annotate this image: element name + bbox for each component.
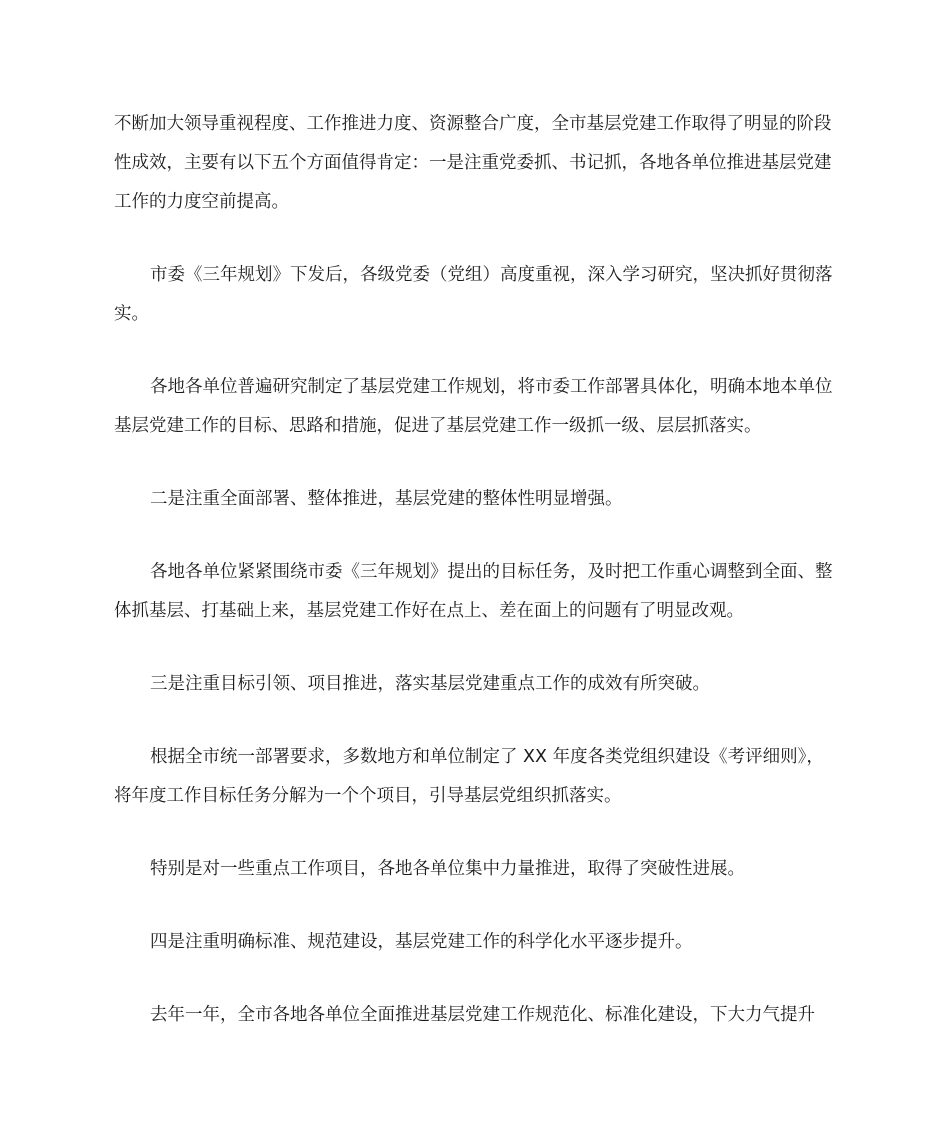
paragraph-2: 市委《三年规划》下发后，各级党委（党组）高度重视，深入学习研究，坚决抓好贯彻落实。 xyxy=(114,265,833,324)
paragraph-1: 不断加大领导重视程度、工作推进力度、资源整合广度，全市基层党建工作取得了明显的阶段性成效，主要有以下五个方面值得肯定：一是注重党委抓、书记抓，各地各单位推进基层党建工作的力度空前提高。 xyxy=(114,114,832,212)
paragraph-5: 各地各单位紧紧围绕市委《三年规划》提出的目标任务，及时把工作重心调整到全面、整体抓基层、打基础上来，基层党建工作好在点上、差在面上的问题有了明显改观。 xyxy=(114,562,833,621)
paragraph-3: 各地各单位普遍研究制定了基层党建工作规划，将市委工作部署具体化，明确本地本单位基层党建工作的目标、思路和措施，促进了基层党建工作一级抓一级、层层抓落实。 xyxy=(114,377,833,436)
paragraph-8: 特别是对一些重点工作项目，各地各单位集中力量推进，取得了突破性进展。 xyxy=(150,859,745,879)
paragraph-6: 三是注重目标引领、项目推进，落实基层党建重点工作的成效有所突破。 xyxy=(150,674,710,694)
paragraph-10: 去年一年，全市各地各单位全面推进基层党建工作规范化、标准化建设，下大力气提升 xyxy=(150,1005,815,1025)
paragraph-9: 四是注重明确标准、规范建设，基层党建工作的科学化水平逐步提升。 xyxy=(150,932,693,952)
document-body xyxy=(114,105,840,1035)
paragraph-4: 二是注重全面部署、整体推进，基层党建的整体性明显增强。 xyxy=(150,489,623,509)
paragraph-7: 根据全市统一部署要求，多数地方和单位制定了 XX 年度各类党组织建设《考评细则》，将年度工作目标任务分解为一个个项目，引导基层党组织抓落实。 xyxy=(114,747,824,806)
